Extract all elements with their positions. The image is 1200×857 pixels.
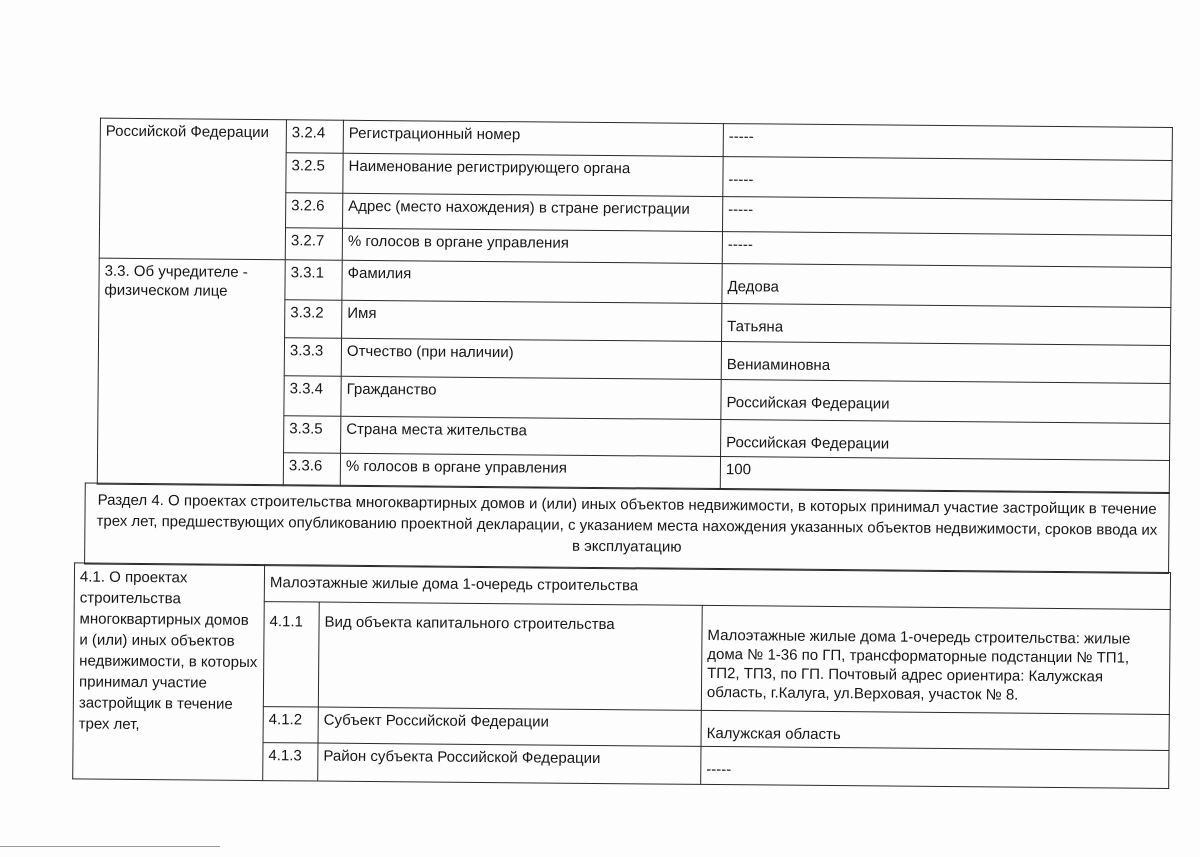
row-value: Малоэтажные жилые дома 1-очередь строительства: жилые дома № 1-36 по ГП, трансформаторные подстанции № ТП1, ТП2, ТП3, по ГП. Почтовый адрес ориентира: Калужская область, г.Калуга, ул.Верховая, участок № 8.	[701, 605, 1170, 714]
row-value: -----	[722, 232, 1171, 268]
project-title: Малоэтажные жилые дома 1-очередь строительства	[264, 565, 1170, 610]
row-label: % голосов в органе управления	[342, 228, 722, 263]
row-label: % голосов в органе управления	[340, 453, 720, 489]
row-number: 3.2.7	[285, 228, 342, 260]
founder-table	[97, 118, 1173, 494]
row-value: Калужская область	[701, 710, 1169, 750]
row-number: 4.1.2	[263, 707, 318, 743]
row-value: Татьяна	[722, 304, 1171, 346]
row-value: Вениаминовна	[721, 342, 1170, 384]
row-label: Район субъекта Российской Федерации	[318, 743, 701, 784]
row-value: Российская Федерации	[721, 380, 1170, 424]
row-number: 3.3.1	[285, 260, 342, 300]
row-value: Российская Федерации	[721, 420, 1170, 461]
row-number: 3.2.4	[286, 120, 343, 153]
row-label: Регистрационный номер	[343, 120, 723, 156]
row-label: Фамилия	[342, 260, 722, 303]
table-row	[99, 258, 1171, 307]
projects-table	[72, 562, 1171, 789]
row-value: -----	[723, 124, 1172, 161]
row-value: Дедова	[722, 264, 1171, 308]
row-number: 3.2.6	[286, 193, 343, 228]
section-title: Раздел 4. О проектах строительства многоквартирных домов и (или) иных объектов недвижимости, в которых принимал участие застройщик в течение трех лет, предшествующих опубликованию проектной декларации, с указанием места нахождения указанных объектов недвижимости, сроков ввода их в эксплуатацию	[85, 483, 1170, 573]
section-4-header	[84, 483, 1170, 574]
group-label: 3.3. Об учредителе - физическом лице	[97, 258, 285, 486]
row-label: Отчество (при наличии)	[341, 338, 721, 379]
row-number: 4.1.1	[263, 602, 319, 707]
row-number: 3.3.4	[284, 376, 341, 416]
scan-artifact	[0, 846, 220, 847]
row-number: 4.1.3	[263, 743, 318, 781]
row-number: 3.3.6	[283, 453, 340, 486]
row-number: 3.3.2	[285, 300, 342, 338]
group-label: 4.1. О проектах строительства многоквартирных домов и (или) иных объектов недвижимости, в которых принимал участие застройщик в течение трех лет,	[73, 563, 265, 781]
row-value: -----	[701, 746, 1169, 788]
row-value: -----	[722, 197, 1171, 236]
table-row	[74, 563, 1170, 610]
row-value: 100	[720, 457, 1169, 494]
group-label: Российской Федерации	[99, 118, 286, 260]
row-number: 3.3.3	[284, 338, 341, 376]
row-label: Вид объекта капитального строительства	[318, 602, 702, 710]
row-label: Наименование регистрирующего органа	[343, 153, 723, 196]
row-number: 3.2.5	[286, 153, 343, 193]
table-row	[100, 118, 1172, 160]
row-value: -----	[723, 157, 1172, 201]
row-label: Имя	[342, 300, 722, 341]
row-label: Страна места жительства	[341, 416, 721, 456]
row-number: 3.3.5	[284, 416, 341, 453]
row-label: Адрес (место нахождения) в стране регистрации	[343, 193, 723, 231]
row-label: Субъект Российской Федерации	[318, 707, 701, 746]
row-label: Гражданство	[341, 376, 721, 419]
